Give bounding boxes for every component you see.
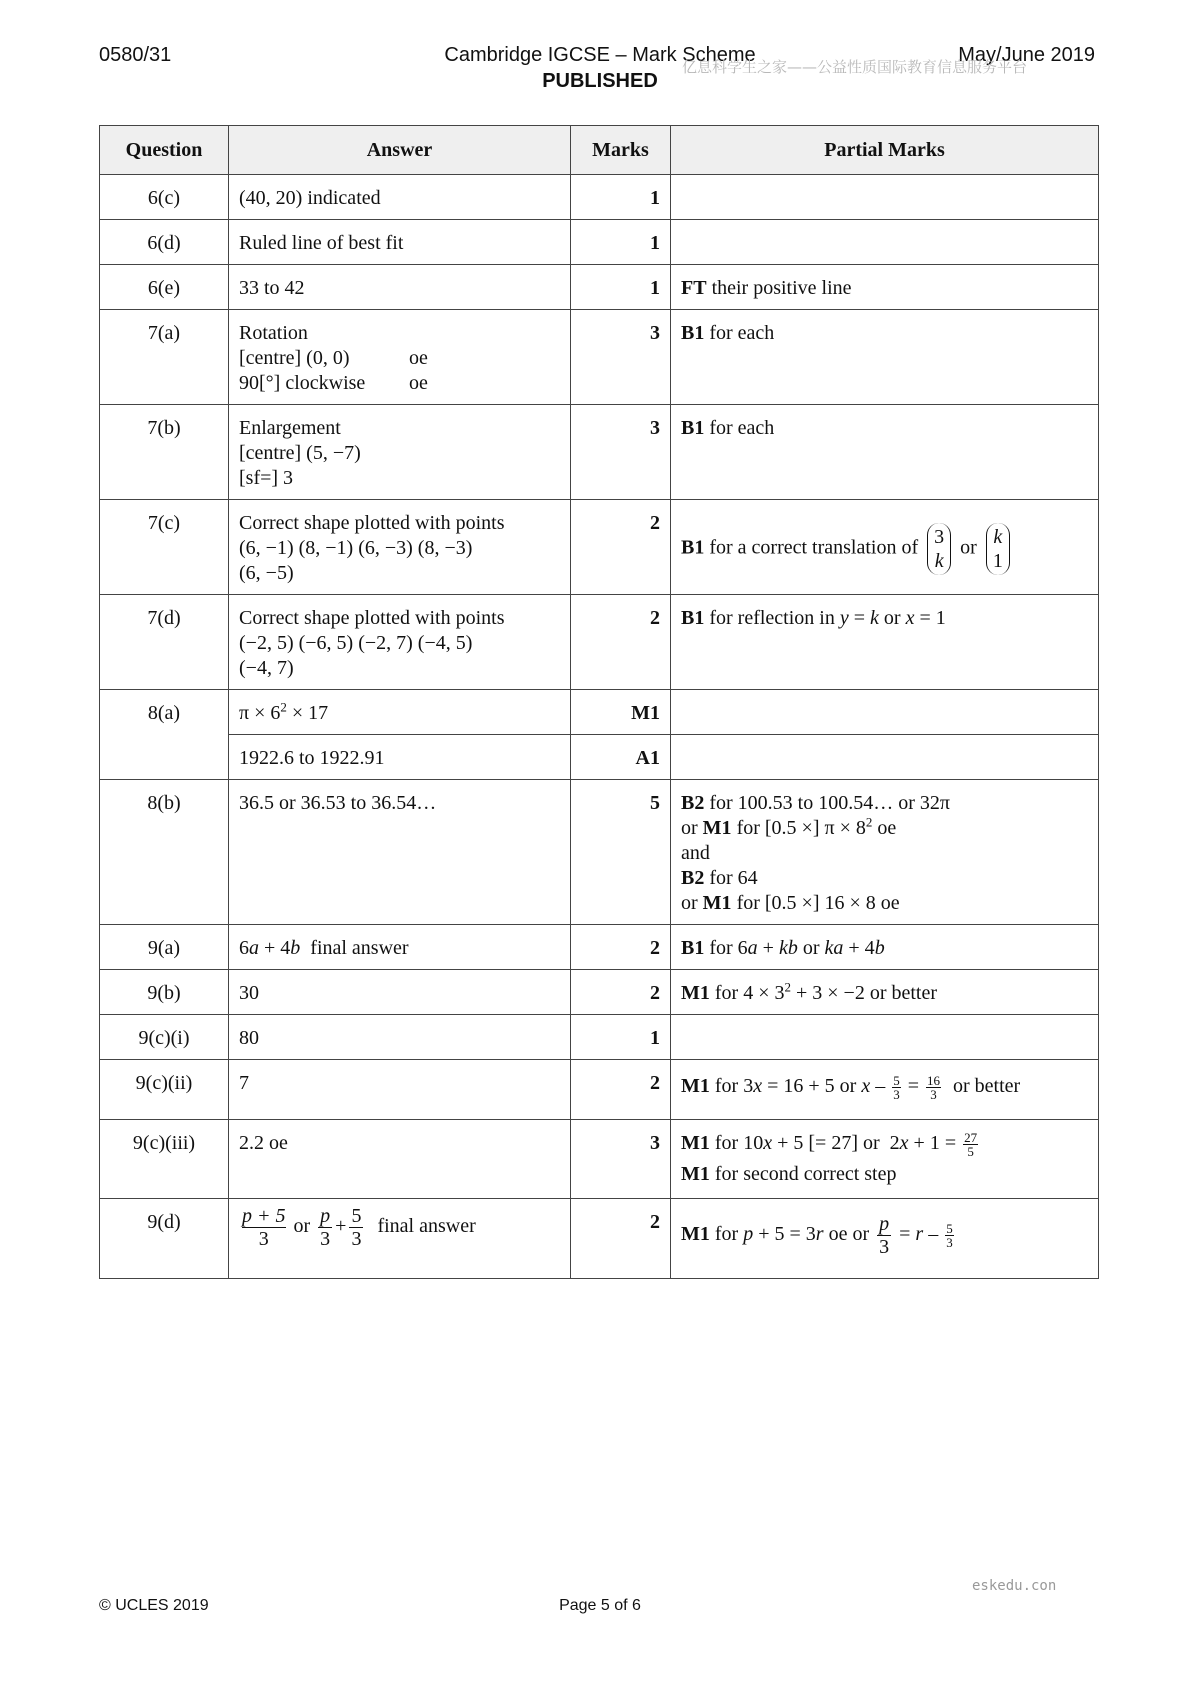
partial-marks-cell: M1 for $4 \times 3^2 + 3 \times -2$ or better <box>671 970 1099 1015</box>
table-row <box>100 220 1099 265</box>
question-cell: 9(a) <box>100 925 229 970</box>
page-number: Page 5 of 6 <box>559 1597 641 1614</box>
paper-code: 0580/31 <box>99 44 172 66</box>
fraction: $\frac{p + 5}{3}$ <box>242 1205 286 1250</box>
table-row <box>100 595 1099 690</box>
partial-marks-cell: B1 for a correct translation of 3 k or k 1 <box>671 500 1099 595</box>
marks-cell: 2 <box>571 970 671 1015</box>
table-row <box>100 310 1099 405</box>
question-cell: 9(c)(iii) <box>100 1120 229 1199</box>
table-row <box>100 780 1099 925</box>
question-cell: 7(d) <box>100 595 229 690</box>
question-cell: 7(a) <box>100 310 229 405</box>
marks-cell: 1 <box>571 175 671 220</box>
answer-cell: Correct shape plotted with points (6, −1) (8, −1) (6, −3) (8, −3) (6, −5) <box>229 500 571 595</box>
fraction: $\frac{5}{3}$ <box>893 1073 900 1102</box>
fraction: $\frac{16}{3}$ <box>927 1073 940 1102</box>
fraction: $\frac{p}{3}$ <box>879 1213 890 1258</box>
table-row <box>100 1120 1099 1199</box>
question-cell: 9(c)(i) <box>100 1015 229 1060</box>
table-row <box>100 1015 1099 1060</box>
answer-cell: 7 <box>229 1060 571 1120</box>
answer-cell: 6a + 4b final answer <box>229 925 571 970</box>
marks-cell: 1 <box>571 1015 671 1060</box>
document-title: Cambridge IGCSE – Mark Scheme <box>444 44 756 66</box>
question-cell: 6(e) <box>100 265 229 310</box>
question-cell: 7(c) <box>100 500 229 595</box>
partial-marks-cell: B1 for each <box>671 405 1099 500</box>
column-header-marks: Marks <box>571 126 671 175</box>
marks-cell: 1 <box>571 265 671 310</box>
marks-cell: 2 <box>571 925 671 970</box>
marks-cell: 5 <box>571 780 671 925</box>
marks-cell: 3 <box>571 310 671 405</box>
table-row <box>100 970 1099 1015</box>
marks-cell: 3 <box>571 1120 671 1199</box>
partial-marks-cell: M1 for 3x = 16 + 5 or x – $\frac{5}{3}$ = $\frac{16}{3}$ or better <box>671 1060 1099 1120</box>
question-cell: 8(b) <box>100 780 229 925</box>
watermark-text: 亿息科学生之家——公益性质国际教育信息服务平台 <box>682 58 1028 76</box>
answer-cell: 33 to 42 <box>229 265 571 310</box>
table-row <box>100 175 1099 220</box>
partial-marks-cell: B1 for reflection in y = k or x = 1 <box>671 595 1099 690</box>
column-vector: 3 k <box>927 523 951 575</box>
table-row <box>100 1199 1099 1279</box>
partial-marks-cell: FT their positive line <box>671 265 1099 310</box>
marks-cell: 3 <box>571 405 671 500</box>
table-row <box>100 735 1099 780</box>
column-vector: k 1 <box>986 523 1010 575</box>
partial-marks-cell <box>671 690 1099 735</box>
table-row <box>100 1060 1099 1120</box>
answer-cell: (40, 20) indicated <box>229 175 571 220</box>
question-cell: 8(a) <box>100 690 229 780</box>
question-cell: 6(d) <box>100 220 229 265</box>
table-row <box>100 500 1099 595</box>
partial-marks-cell: B1 for 6a + kb or ka + 4b <box>671 925 1099 970</box>
column-header-question: Question <box>100 126 229 175</box>
answer-cell: $\pi \times 6^2 \times 17$ <box>229 690 571 735</box>
table-header-row <box>100 126 1099 175</box>
partial-marks-cell <box>671 735 1099 780</box>
question-cell: 6(c) <box>100 175 229 220</box>
marks-cell: 1 <box>571 220 671 265</box>
table-row <box>100 925 1099 970</box>
partial-marks-cell: B2 for 100.53 to 100.54… or 32π or M1 for [0.5 ×] $\pi \times 8^2$ oe and B2 for 64 or M1 for [0.5 ×] 16 × 8 oe <box>671 780 1099 925</box>
published-label: PUBLISHED <box>542 70 658 92</box>
answer-cell: 30 <box>229 970 571 1015</box>
marks-cell: M1 <box>571 690 671 735</box>
answer-cell: Rotation [centre] (0, 0) oe 90[°] clockwise oe <box>229 310 571 405</box>
marks-cell: 2 <box>571 595 671 690</box>
partial-marks-cell: M1 for p + 5 = 3r oe or $\frac{p}{3}$ = r – $\frac{5}{3}$ <box>671 1199 1099 1279</box>
fraction: $\frac{p}{3}$ <box>320 1205 331 1250</box>
answer-cell: Enlargement [centre] (5, −7) [sf=] 3 <box>229 405 571 500</box>
partial-marks-cell: M1 for 10x + 5 [= 27] or 2x + 1 = $\frac{27}{5}$ M1 for second correct step <box>671 1120 1099 1199</box>
session-label: May/June 2019 <box>958 44 1095 66</box>
partial-marks-cell <box>671 175 1099 220</box>
column-header-answer: Answer <box>229 126 571 175</box>
site-watermark: eskedu.con <box>972 1578 1057 1594</box>
fraction: $\frac{5}{3}$ <box>946 1221 953 1250</box>
marks-cell: 2 <box>571 1199 671 1279</box>
answer-cell: $\frac{p + 5}{3}$ or $\frac{p}{3}$ + $\frac{5}{3}$ final answer <box>229 1199 571 1279</box>
answer-cell: Correct shape plotted with points (−2, 5) (−6, 5) (−2, 7) (−4, 5) (−4, 7) <box>229 595 571 690</box>
fraction: $\frac{27}{5}$ <box>964 1130 978 1159</box>
marks-cell: A1 <box>571 735 671 780</box>
question-cell: 9(d) <box>100 1199 229 1279</box>
answer-cell: 80 <box>229 1015 571 1060</box>
table-row <box>100 690 1099 735</box>
answer-cell: Ruled line of best fit <box>229 220 571 265</box>
question-cell: 9(b) <box>100 970 229 1015</box>
question-cell: 9(c)(ii) <box>100 1060 229 1120</box>
column-header-partial-marks: Partial Marks <box>671 126 1099 175</box>
partial-marks-cell: B1 for each <box>671 310 1099 405</box>
answer-cell: 1922.6 to 1922.91 <box>229 735 571 780</box>
answer-cell: 36.5 or 36.53 to 36.54… <box>229 780 571 925</box>
partial-marks-cell <box>671 220 1099 265</box>
marks-cell: 2 <box>571 1060 671 1120</box>
answer-cell: 2.2 oe <box>229 1120 571 1199</box>
fraction: $\frac{5}{3}$ <box>351 1205 362 1250</box>
marks-cell: 2 <box>571 500 671 595</box>
question-cell: 7(b) <box>100 405 229 500</box>
copyright-text: © UCLES 2019 <box>99 1597 209 1614</box>
partial-marks-cell <box>671 1015 1099 1060</box>
table-row <box>100 265 1099 310</box>
mark-scheme-table <box>99 125 1099 1279</box>
table-row <box>100 405 1099 500</box>
